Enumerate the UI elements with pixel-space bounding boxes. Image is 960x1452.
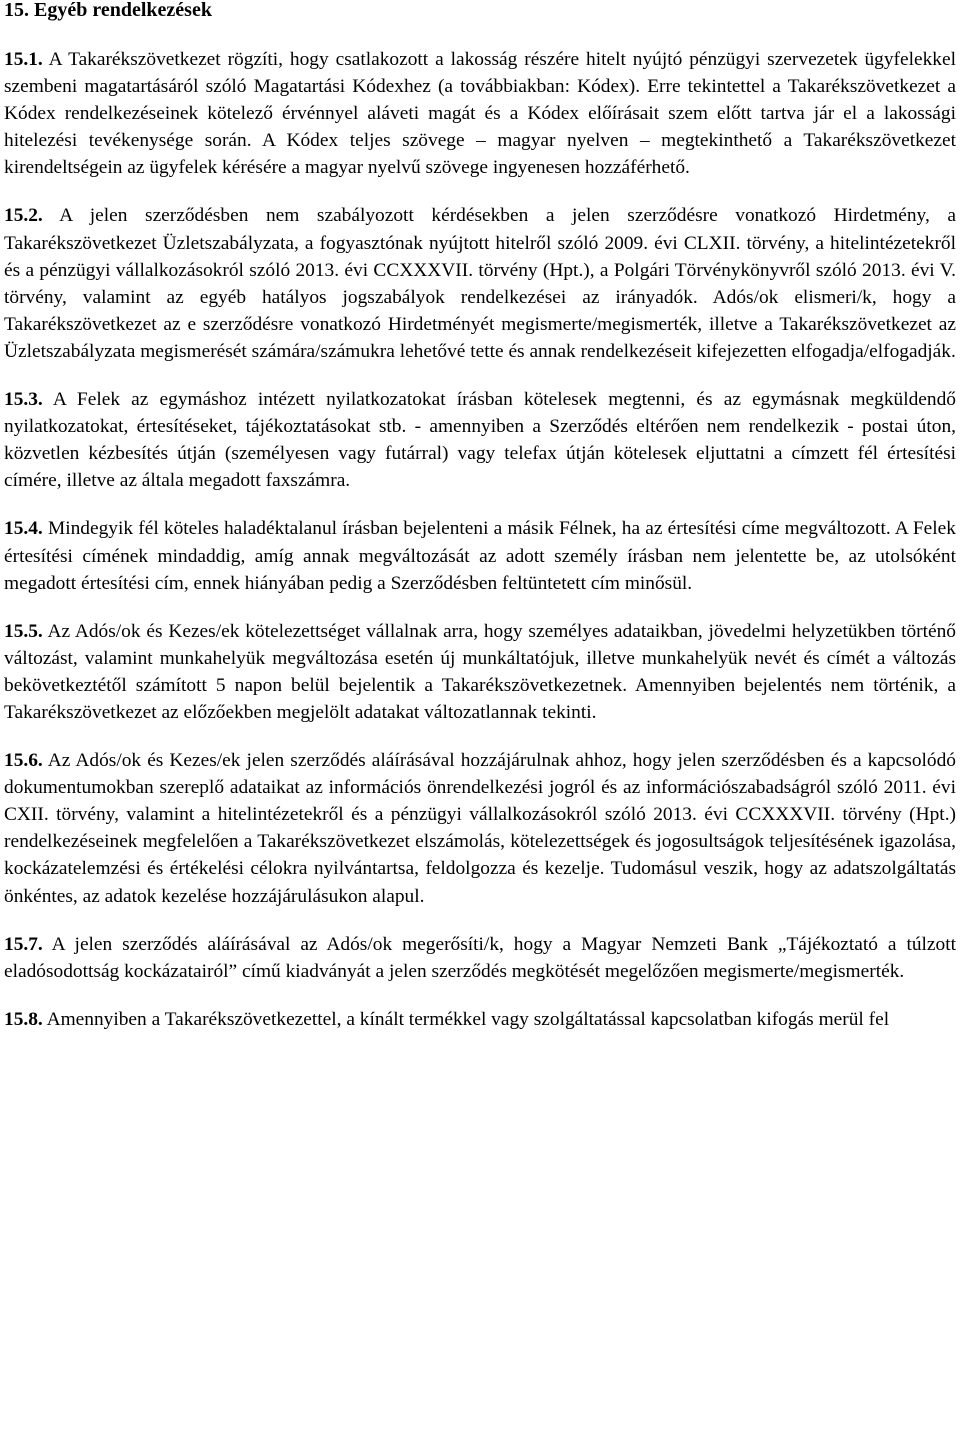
paragraph-15-6 (4, 747, 956, 910)
paragraph-number: 15.8. (4, 1008, 43, 1030)
paragraph-text: A jelen szerződésben nem szabályozott kérdésekben a jelen szerződésre vonatkozó Hirdetmény, a Takarékszövetkezet Üzletszabályzata, a fogyasztónak nyújtott hitelről szóló 2009. évi CLXII. törvény, a hitelintézetekről és a pénzügyi vállalkozásokról szóló 2013. évi CCXXXVII. törvény (Hpt.), a Polgári Törvénykönyvről szóló 2013. évi V. törvény, valamint az egyéb hatályos jogszabályok rendelkezései az irányadók. Adós/ok elismeri/k, hogy a Takarékszövetkezet az e szerződésre vonatkozó Hirdetményét megismerte/megismerték, illetve a Takarékszövetkezet az Üzletszabályzata megismerését számára/számukra lehetővé tette és annak rendelkezéseit kifejezetten elfogadja/elfogadják. (4, 205, 956, 362)
paragraph-number: 15.2. (4, 205, 43, 227)
paragraph-number: 15.4. (4, 518, 43, 540)
paragraph-text: Amennyiben a Takarékszövetkezettel, a kínált termékkel vagy szolgáltatással kapcsolatban kifogás merül fel (46, 1008, 890, 1030)
paragraph-text: A Takarékszövetkezet rögzíti, hogy csatlakozott a lakosság részére hitelt nyújtó pénzügyi szervezetek ügyfelekkel szembeni magatartásáról szóló Magatartási Kódexhez (a továbbiakban: Kódex). Erre tekintettel a Takarékszövetkezet a Kódex rendelkezéseinek kötelező érvénnyel aláveti magát és a Kódex előírásait szem előtt tartva jár el a lakossági hitelezési tevékenysége során. A Kódex teljes szövege – magyar nyelven – megtekinthető a Takarékszövetkezet kirendeltségein az ügyfelek kérésére a magyar nyelvű szövege ingyenesen hozzáférhető. (4, 49, 956, 179)
paragraph-number: 15.1. (4, 49, 43, 70)
paragraph-text: Az Adós/ok és Kezes/ek kötelezettséget vállalnak arra, hogy személyes adataikban, jövedelmi helyzetükben történő változást, valamint munkahelyük megváltozása esetén új munkáltatójuk, illetve munkahelyük nevét és címét a változás bekövetkeztétől számított 5 napon belül bejelentik a Takarékszövetkezetnek. Amennyiben bejelentés nem történik, a Takarékszövetkezet az előzőekben megjelölt adatakat változatlannak tekinti. (4, 620, 956, 723)
paragraph-text: A Felek az egymáshoz intézett nyilatkozatokat írásban kötelesek megtenni, és az egymásnak megküldendő nyilatkozatokat, értesítéseket, tájékoztatásokat stb. - amennyiben a Szerződés eltérően nem rendelkezik - postai úton, közvetlen kézbesítés útján (személyesen vagy futárral) vagy telefax útján kötelesek eljuttatni a címzett fél értesítési címére, illetve az általa megadott faxszámra. (4, 389, 956, 492)
paragraph-number: 15.3. (4, 389, 43, 411)
paragraph-text: Mindegyik fél köteles haladéktalanul írásban bejelenteni a másik Félnek, ha az értesítési címe megváltozott. A Felek értesítési címének mindaddig, amíg annak megváltozását az adott személy írásban nem jelentette be, az utolsóként megadott értesítési cím, ennek hiányában pedig a Szerződésben feltüntetett cím minősül. (4, 518, 956, 594)
paragraph-15-8 (4, 1006, 956, 1033)
paragraph-15-7 (4, 931, 956, 985)
paragraph-15-3 (4, 386, 956, 494)
paragraph-number: 15.5. (4, 620, 43, 642)
document-page (4, 0, 956, 1054)
paragraph-15-2 (4, 202, 956, 365)
paragraph-text: Az Adós/ok és Kezes/ek jelen szerződés aláírásával hozzájárulnak ahhoz, hogy jelen szerződésben és a kapcsolódó dokumentumokban szereplő adataikat az információs önrendelkezési jogról és az információszabadságról szóló 2011. évi CXII. törvény, valamint a hitelintézetekről és a pénzügyi vállalkozásokról szóló 2013. évi CCXXXVII. törvény (Hpt.) rendelkezéseinek megfelelően a Takarékszövetkezet elszámolás, kötelezettségek és jogosultságok teljesítésének igazolása, kockázatelemzési és értékelési célokra nyilvántartsa, feldolgozza és kezelje. Tudomásul veszik, hogy az adatszolgáltatás önkéntes, az adatok kezelése hozzájárulásukon alapul. (4, 750, 957, 907)
paragraph-15-5 (4, 618, 956, 726)
paragraph-15-4 (4, 515, 956, 596)
section-title: 15. Egyéb rendelkezések (4, 0, 212, 21)
paragraph-15-1 (4, 46, 956, 181)
paragraph-text: A jelen szerződés aláírásával az Adós/ok megerősíti/k, hogy a Magyar Nemzeti Bank „Tájékoztató a túlzott eladósodottság kockázatairól” című kiadványát a jelen szerződés megkötését megelőzően megismerte/megismerték. (4, 933, 957, 982)
paragraph-number: 15.6. (4, 750, 43, 772)
paragraph-number: 15.7. (4, 933, 43, 955)
